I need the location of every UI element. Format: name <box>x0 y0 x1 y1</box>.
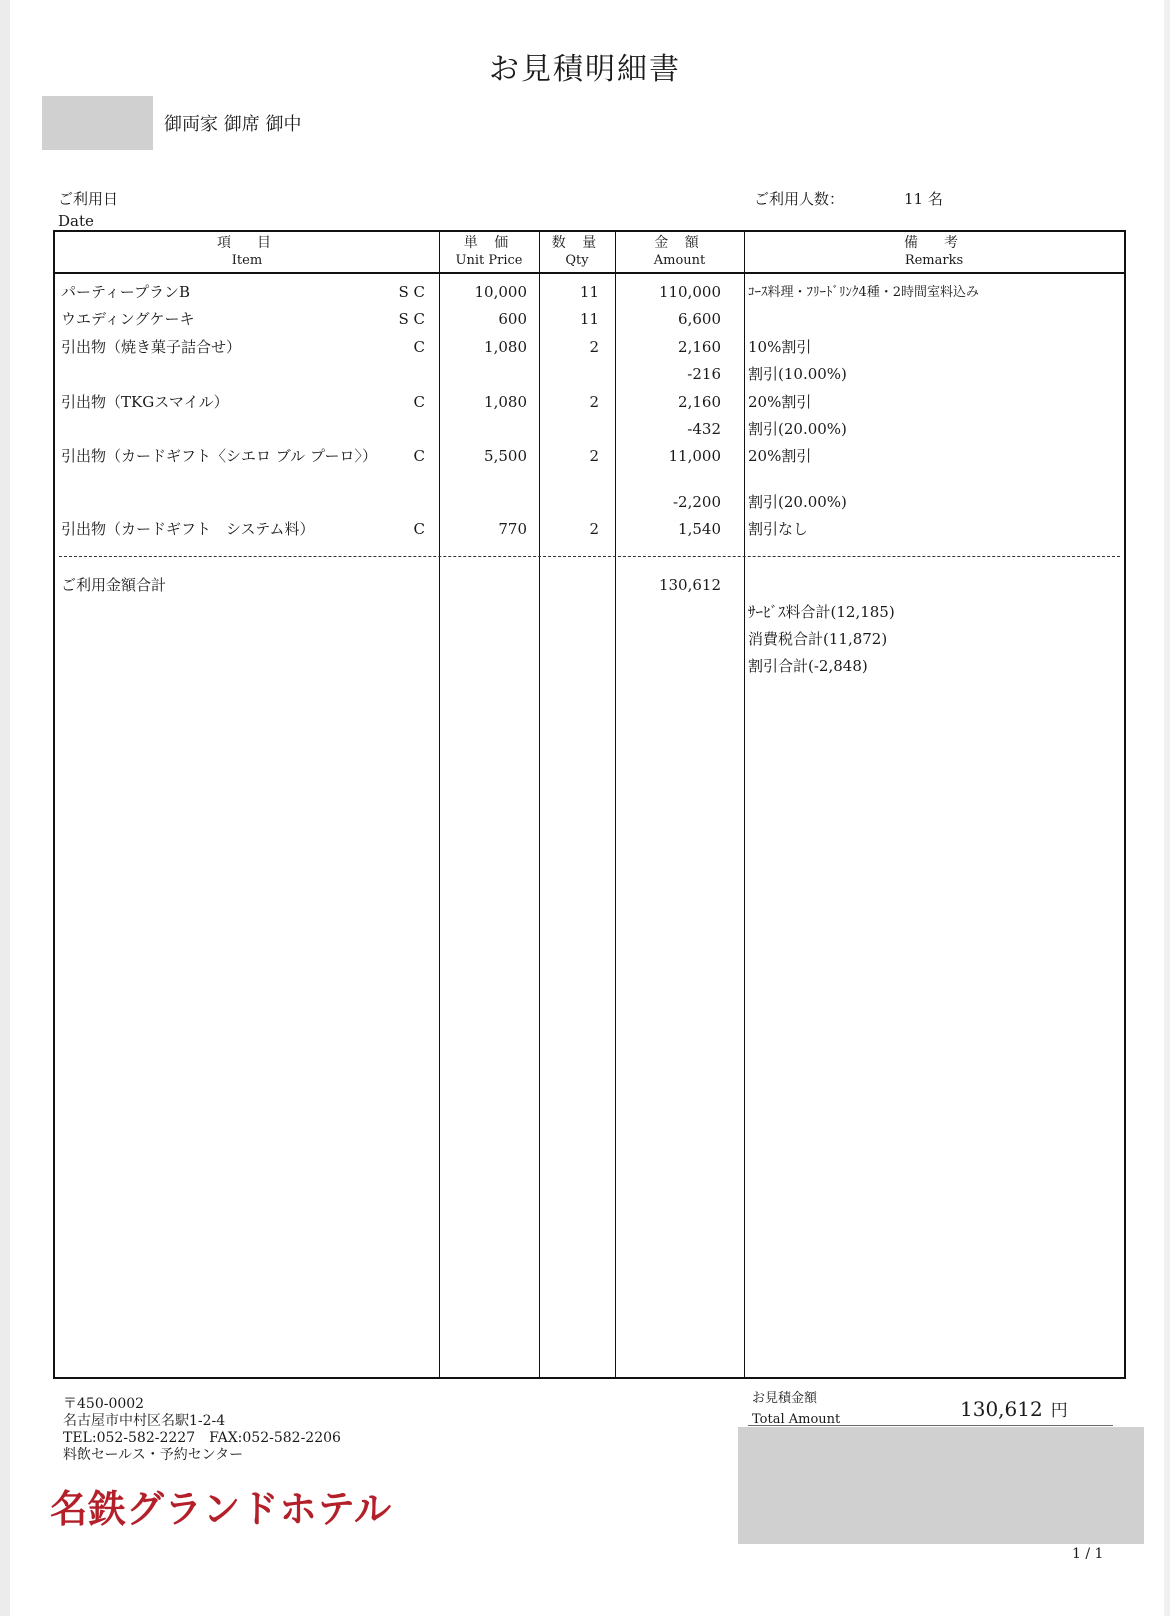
redacted-name-box <box>42 96 153 150</box>
row-item: 引出物（カードギフト システム料） <box>61 520 315 538</box>
row-remarks: ｺｰｽ料理・ﾌﾘｰﾄﾞﾘﾝｸ4種・2時間室料込み <box>748 285 980 300</box>
row-amount: 11,000 <box>668 447 721 465</box>
page-edge <box>0 0 10 1616</box>
summary-service-fee: ｻｰﾋﾞｽ料合計(12,185) <box>748 603 895 621</box>
row-remarks: 割引なし <box>748 520 809 538</box>
guests-count: 11 名 <box>904 190 943 208</box>
tel-fax: TEL:052-582-2227 FAX:052-582-2206 <box>63 1430 341 1446</box>
currency-symbol: 円 <box>1050 1401 1068 1421</box>
column-divider <box>744 232 745 1377</box>
document-title: お見積明細書 <box>489 52 681 87</box>
row-code: C <box>413 447 425 465</box>
total-amount-label: お見積金額 Total Amount <box>752 1391 841 1427</box>
row-item: ウエディングケーキ <box>61 310 195 328</box>
subtotal-divider <box>59 556 1120 557</box>
row-amount: -216 <box>687 365 721 383</box>
header-divider <box>55 272 1124 274</box>
addressee: 御両家 御席 御中 <box>164 114 302 135</box>
row-amount: 6,600 <box>678 310 721 328</box>
row-unit-price: 10,000 <box>474 283 527 301</box>
header-remarks: 備 考 Remarks <box>904 235 964 268</box>
row-unit-price: 1,080 <box>484 338 527 356</box>
row-remarks: 10%割引 <box>748 338 812 356</box>
guest-count <box>754 188 943 209</box>
row-remarks: 割引(10.00%) <box>748 365 847 383</box>
row-unit-price: 770 <box>498 520 527 538</box>
row-qty: 2 <box>589 393 599 411</box>
row-unit-price: 600 <box>498 310 527 328</box>
address: 名古屋市中村区名駅1-2-4 <box>63 1413 226 1429</box>
row-qty: 2 <box>589 520 599 538</box>
page-edge-right <box>1164 0 1170 1616</box>
date-label-en: Date <box>58 212 94 230</box>
estimate-table <box>53 230 1126 1379</box>
header-amount: 金 額 Amount <box>653 235 706 268</box>
date-label <box>58 188 118 232</box>
row-amount: 2,160 <box>678 393 721 411</box>
row-item: パーティープランB <box>61 283 191 301</box>
row-code: S C <box>398 283 425 301</box>
summary-label: ご利用金額合計 <box>61 576 167 594</box>
row-remarks: 20%割引 <box>748 447 812 465</box>
summary-tax: 消費税合計(11,872) <box>748 630 888 648</box>
row-amount: -432 <box>687 420 721 438</box>
guests-label: ご利用人数： <box>754 190 845 208</box>
header-qty: 数 量 Qty <box>551 235 603 268</box>
row-qty: 2 <box>589 447 599 465</box>
row-item: 引出物（カードギフト〈シエロ ブル プーロ〉） <box>61 447 377 465</box>
redacted-stamp-box <box>738 1427 1144 1544</box>
row-qty: 11 <box>579 310 599 328</box>
summary-amount: 130,612 <box>658 576 721 594</box>
row-code: C <box>413 338 425 356</box>
total-underline <box>748 1425 1113 1426</box>
row-amount: 1,540 <box>678 520 721 538</box>
row-item: 引出物（TKGスマイル） <box>61 393 229 411</box>
row-code: S C <box>398 310 425 328</box>
row-amount: -2,200 <box>672 493 721 511</box>
row-code: C <box>413 520 425 538</box>
hotel-address-block <box>63 1396 341 1464</box>
department: 料飲セールス・予約センター <box>63 1447 244 1463</box>
row-remarks: 20%割引 <box>748 393 812 411</box>
postal-code: 〒450-0002 <box>63 1396 145 1412</box>
row-remarks: 割引(20.00%) <box>748 493 847 511</box>
date-label-ja: ご利用日 <box>58 190 119 208</box>
total-amount-value: 130,612 円 <box>960 1397 1068 1421</box>
hotel-logo: 名鉄グランドホテル <box>50 1487 393 1531</box>
row-qty: 2 <box>589 338 599 356</box>
header-unit-price: 単 価 Unit Price <box>455 235 523 268</box>
row-remarks: 割引(20.00%) <box>748 420 847 438</box>
header-item: 項 目 Item <box>217 235 277 268</box>
row-amount: 110,000 <box>658 283 721 301</box>
summary-discount: 割引合計(-2,848) <box>748 657 868 675</box>
row-unit-price: 1,080 <box>484 393 527 411</box>
row-amount: 2,160 <box>678 338 721 356</box>
row-code: C <box>413 393 425 411</box>
row-unit-price: 5,500 <box>484 447 527 465</box>
row-qty: 11 <box>579 283 599 301</box>
row-item: 引出物（焼き菓子詰合せ） <box>61 338 242 356</box>
page-number: 1 / 1 <box>1072 1546 1104 1562</box>
